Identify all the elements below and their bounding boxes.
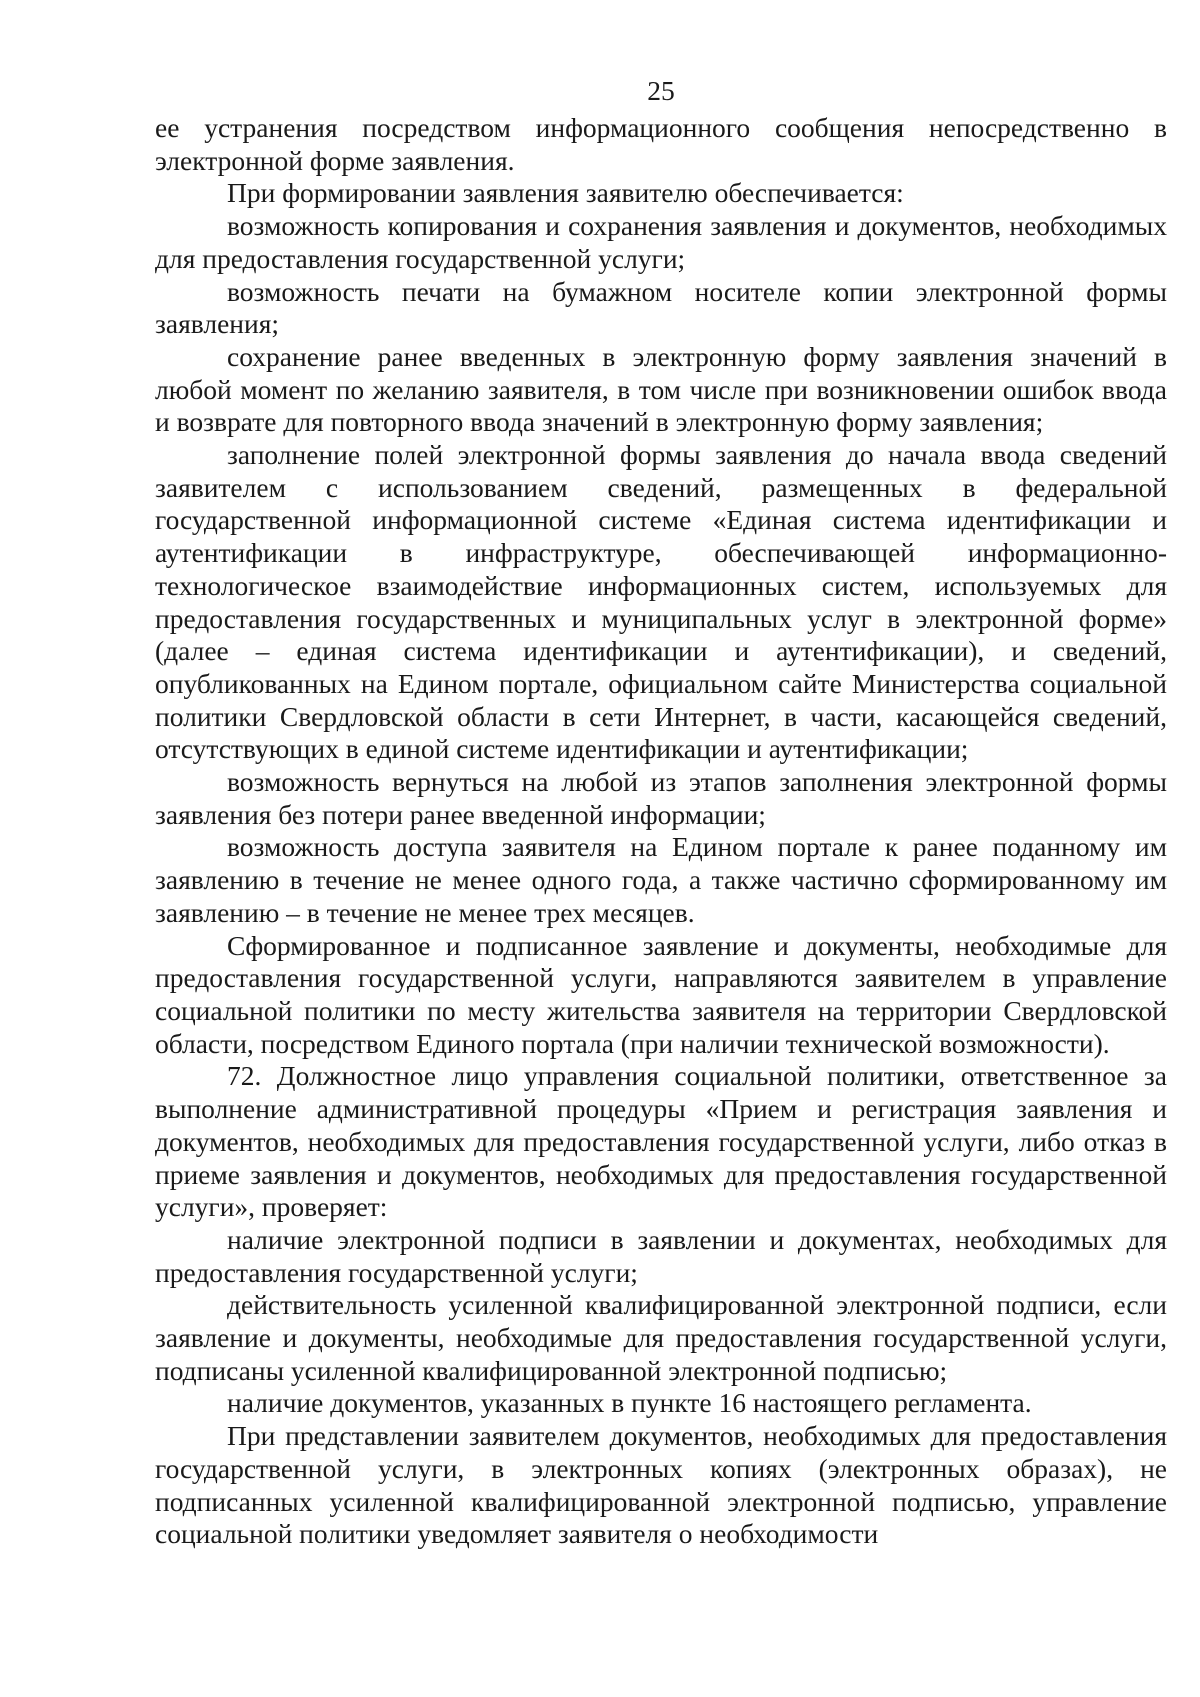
paragraph-continuation: ее устранения посредством информационного сообщения непосредственно в электронной форме заявления.	[155, 112, 1167, 176]
paragraph-print: возможность печати на бумажном носителе копии электронной формы заявления;	[155, 275, 1167, 340]
paragraph-autofill: заполнение полей электронной формы заявления до начала ввода сведений заявителем с использованием сведений, размещенных в федеральной государственной информационной системе «Единая система идентификации и аутентификации в инфраструктуре, обеспечивающей информационно-технологическое взаимодействие информационных систем, используемых для предоставления государственных и муниципальных услуг в электронной форме» (далее – единая система идентификации и аутентификации), и сведений, опубликованных на Едином портале, официальном сайте Министерства социальной политики Свердловской области в сети Интернет, в части, касающейся сведений, отсутствующих в единой системе идентификации и аутентификации;	[155, 439, 1167, 765]
paragraph-form-provision-intro: При формировании заявления заявителю обеспечивается:	[227, 177, 904, 209]
paragraph-signature-validity: действительность усиленной квалифицированной электронной подписи, если заявление и документы, необходимые для предоставления государственной услуги, подписаны усиленной квалифицированной электронной подписью;	[155, 1289, 1167, 1386]
document-page	[155, 70, 1167, 1551]
page-number: 25	[647, 75, 675, 106]
paragraph-signature-presence: наличие электронной подписи в заявлении и документах, необходимых для предоставления государственной услуги;	[155, 1223, 1167, 1288]
paragraph-save-values: сохранение ранее введенных в электронную форму заявления значений в любой момент по желанию заявителя, в том числе при возникновении ошибок ввода и возврате для повторного ввода значений в электронную форму заявления;	[155, 340, 1167, 438]
paragraph-documents-presence: наличие документов, указанных в пункте 16 настоящего регламента.	[227, 1387, 1032, 1419]
paragraph-submission: Сформированное и подписанное заявление и документы, необходимые для предоставления государственной услуги, направляются заявителем в управление социальной политики по месту жительства заявителя на территории Свердловской области, посредством Единого портала (при наличии технической возможности).	[155, 929, 1167, 1059]
paragraph-item-72: 72. Должностное лицо управления социальной политики, ответственное за выполнение административной процедуры «Прием и регистрация заявления и документов, необходимых для предоставления государственной услуги, либо отказ в приеме заявления и документов, необходимых для предоставления государственной услуги», проверяет:	[155, 1060, 1167, 1223]
paragraph-return-step: возможность вернуться на любой из этапов заполнения электронной формы заявления без потери ранее введенной информации;	[155, 766, 1167, 830]
paragraph-copy-save: возможность копирования и сохранения заявления и документов, необходимых для предоставления государственной услуги;	[155, 210, 1167, 274]
paragraph-unsigned-copies: При представлении заявителем документов, необходимых для предоставления государственной услуги, в электронных копиях (электронных образах), не подписанных усиленной квалифицированной электронной подписью, управление социальной политики уведомляет заявителя о необходимости	[155, 1420, 1167, 1550]
paragraph-access: возможность доступа заявителя на Едином портале к ранее поданному им заявлению в течение не менее одного года, а также частично сформированному им заявлению – в течение не менее трех месяцев.	[155, 831, 1167, 928]
